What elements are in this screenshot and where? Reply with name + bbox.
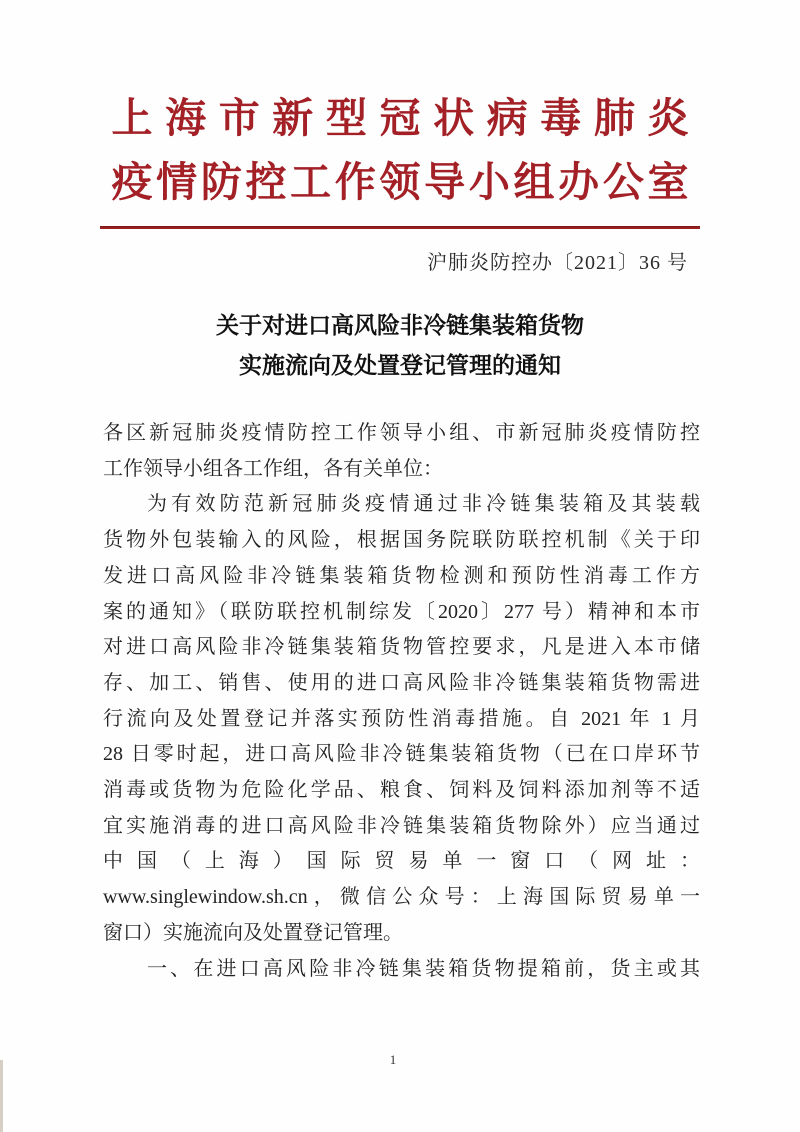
- document-title: [0, 305, 800, 385]
- body-line: 存、加工、销售、使用的进口高风险非冷链集装箱货物需进: [103, 671, 700, 694]
- body-line: 中国（上海）国际贸易单一窗口（网址：: [103, 850, 700, 873]
- body-line: 窗口）实施流向及处置登记管理。: [103, 921, 403, 944]
- document-title-line2: 实施流向及处置登记管理的通知: [239, 352, 561, 378]
- body-line: 各区新冠肺炎疫情防控工作领导小组、市新冠肺炎疫情防控: [103, 422, 700, 444]
- document-number: 沪肺炎防控办〔2021〕36 号: [427, 252, 688, 274]
- scan-edge-artifact: [0, 1060, 3, 1132]
- body-line: 为有效防范新冠肺炎疫情通过非冷链集装箱及其装载: [147, 493, 700, 516]
- body-line: 行流向及处置登记并落实预防性消毒措施。自 2021 年 1 月: [103, 707, 700, 730]
- body-line: 案的通知》（联防联控机制综发〔2020〕277 号）精神和本市: [103, 600, 700, 623]
- red-divider-line: [100, 226, 700, 229]
- body-line: 消毒或货物为危险化学品、粮食、饲料及饲料添加剂等不适: [103, 779, 700, 802]
- body-line: 发进口高风险非冷链集装箱货物检测和预防性消毒工作方: [103, 564, 700, 587]
- page-number: 1: [389, 1052, 397, 1067]
- letterhead: [112, 86, 689, 214]
- body-line: 工作领导小组各工作组，各有关单位：: [103, 457, 443, 480]
- document-body: [103, 416, 700, 987]
- letterhead-org-line1: 上海市新型冠状病毒肺炎: [111, 95, 689, 141]
- document-title-line1: 关于对进口高风险非冷链集装箱货物: [216, 312, 584, 338]
- body-line: 宜实施消毒的进口高风险非冷链集装箱货物除外）应当通过: [103, 814, 700, 837]
- body-line: 一、在进口高风险非冷链集装箱货物提箱前，货主或其: [147, 957, 700, 980]
- body-line: 对进口高风险非冷链集装箱货物管控要求，凡是进入本市储: [103, 636, 700, 659]
- body-line: 货物外包装输入的风险，根据国务院联防联控机制《关于印: [103, 529, 700, 552]
- body-line: www.singlewindow.sh.cn，微信公众号：上海国际贸易单一: [103, 886, 700, 909]
- body-line: 28 日零时起，进口高风险非冷链集装箱货物（已在口岸环节: [103, 743, 700, 766]
- letterhead-org-line2: 疫情防控工作领导小组办公室: [111, 159, 689, 205]
